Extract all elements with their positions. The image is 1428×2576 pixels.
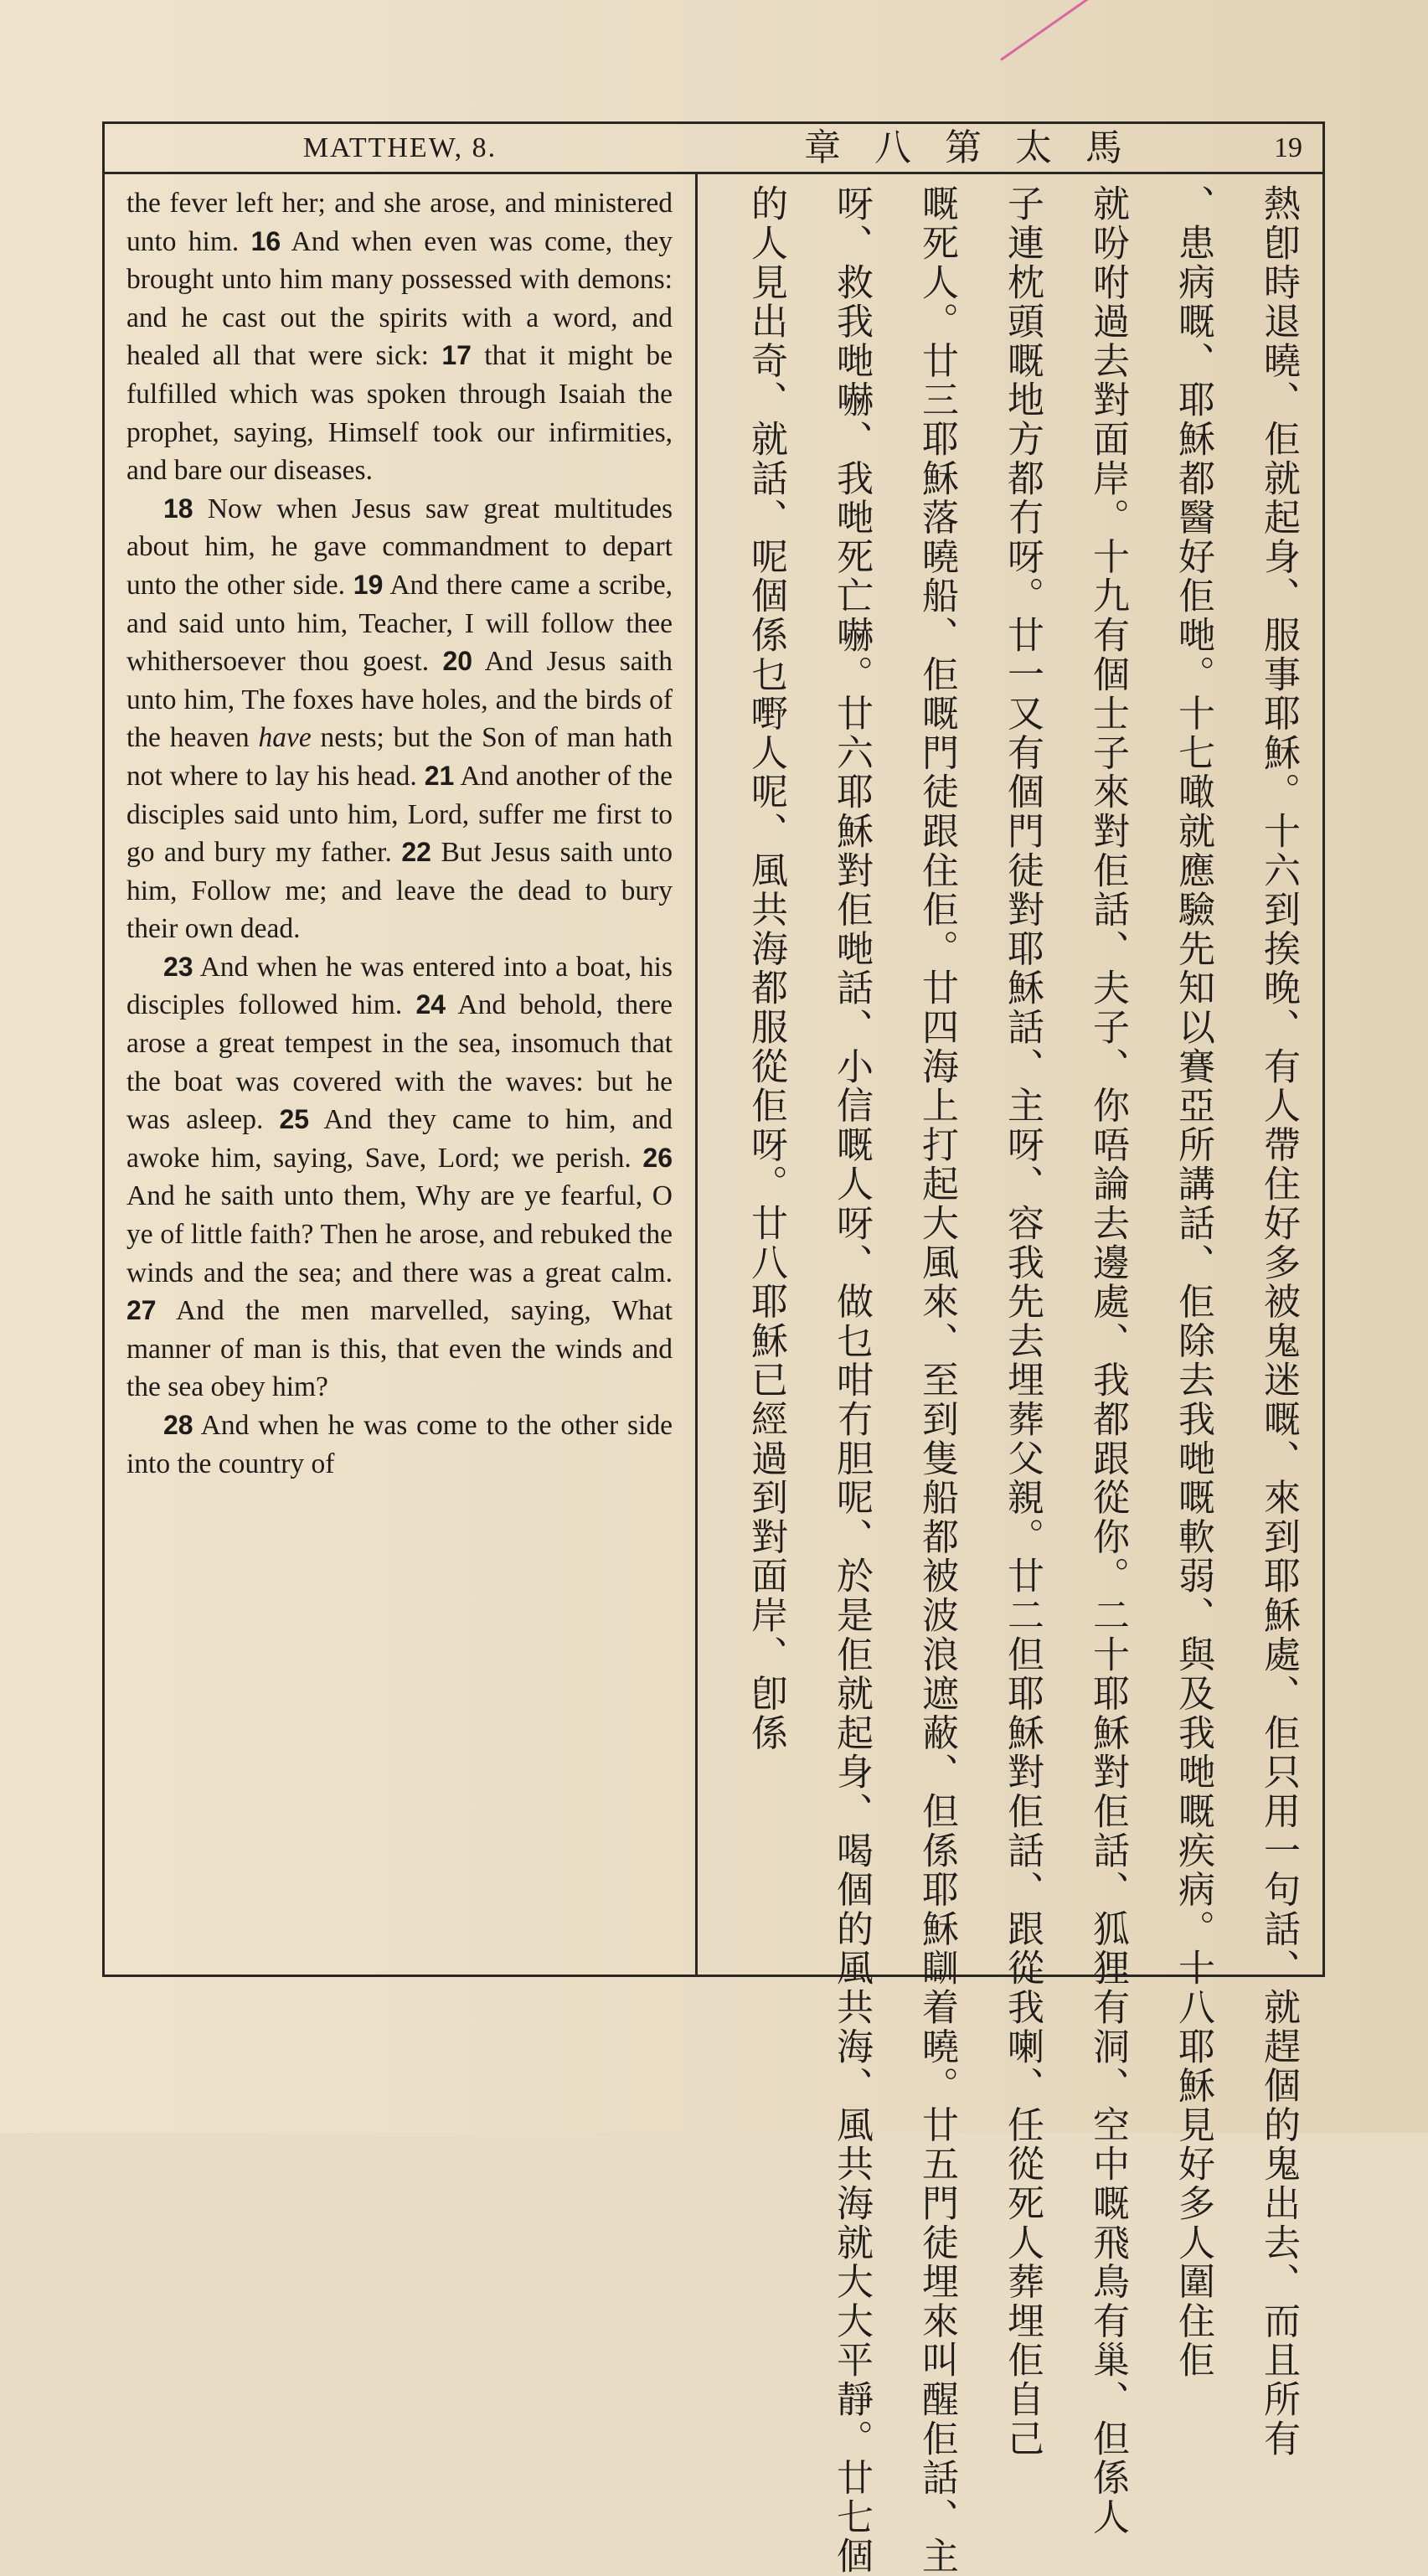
- chinese-vertical-line: 呀、救我哋嚇、我哋死亡嚇。廿六耶穌對佢哋話、小信嘅人呀、做乜咁冇胆呢、於是佢就起身、喝個的風共海、風共海就大大平靜。廿七個: [830, 184, 873, 2576]
- page-frame: [102, 121, 1325, 2576]
- page-number: 19: [1274, 132, 1302, 163]
- italic-word: have: [258, 722, 312, 754]
- chinese-vertical-line: 嘅死人。廿三耶穌落曉船、佢嘅門徒跟住佢。廿四海上打起大風來、至到隻船都被波浪遮蔽、但係耶穌瞓着曉。廿五門徒埋來叫醒佢話、主: [915, 184, 958, 2576]
- english-paragraph: [126, 948, 673, 1407]
- chinese-vertical-line: 的人見出奇、就話、呢個係乜嘢人呢、風共海都服從佢呀。廿八耶穌已經過到對面岸、卽係: [745, 184, 787, 1753]
- verse-text: And Jesus saith unto him, The foxes have holes, and the birds of the heaven: [126, 646, 673, 754]
- verse-number: 28: [163, 1410, 193, 1440]
- chinese-vertical-line: 就吩咐過去對面岸。十九有個士子來對佢話、夫子、你唔論去邊處、我都跟從你。二十耶穌對佢話、狐狸有洞、空中嘅飛鳥有巢、但係人: [1086, 184, 1129, 2537]
- chinese-text-column: [712, 184, 1311, 2576]
- verse-number: 18: [163, 493, 193, 524]
- verse-number: 26: [642, 1142, 673, 1173]
- verse-text: that it might be fulfilled which was spoken through Isaiah the prophet, saying, Himself took our infirmities, and bare our diseases.: [126, 340, 673, 487]
- verse-text: And they came to him, and awoke him, saying, Save, Lord; we perish.: [126, 1104, 673, 1174]
- verse-number: 23: [163, 951, 193, 982]
- column-divider: [695, 174, 698, 1977]
- verse-text: Now when Jesus saw great multitudes about him, he gave commandment to depart unto the other side.: [126, 493, 673, 601]
- chinese-vertical-line: 子連枕頭嘅地方都冇呀。廿一又有個門徒對耶穌話、主呀、容我先去埋葬父親。廿二但耶穌對佢話、跟從我喇、任從死人葬埋佢自己: [1001, 184, 1044, 2459]
- english-text-column: [126, 184, 673, 1483]
- verse-text: And when he was entered into a boat, his disciples followed him.: [126, 951, 673, 1021]
- header-book-chapter: MATTHEW, 8.: [302, 132, 497, 163]
- verse-number: 27: [126, 1295, 157, 1326]
- verse-text: And the men marvelled, saying, What manner of man is this, that even the winds and the sea obey him?: [126, 1295, 673, 1403]
- verse-text: the fever left her; and she arose, and ministered unto him.: [126, 188, 673, 257]
- english-paragraph: [126, 184, 673, 490]
- chinese-vertical-line: 患病嘅、耶穌都醫好佢哋。十七噉就應驗先知以賽亞所講話、佢除去我哋嘅軟弱、與及我哋嘅疾病。十八耶穌見好多人圍住佢、: [1172, 184, 1214, 2380]
- english-paragraph: [126, 1407, 673, 1483]
- verse-number: 24: [415, 989, 446, 1020]
- chinese-vertical-line: 熱卽時退曉、佢就起身、服事耶穌。十六到挨晚、有人帶住好多被鬼迷嘅、來到耶穌處、佢只用一句話、就趕個的鬼出去、而且所有: [1257, 184, 1300, 2459]
- verse-text: And when even was come, they brought unto him many possessed with demons: and he cast out the spirits with a word, and healed all that were sick:: [126, 225, 673, 372]
- verse-number: 22: [401, 837, 431, 868]
- verse-text: But Jesus saith unto him, Follow me; and leave the dead to bury their own dead.: [126, 837, 673, 945]
- verse-number: 16: [250, 225, 281, 256]
- verse-number: 19: [353, 569, 384, 600]
- verse-text: And behold, there arose a great tempest in the sea, insomuch that the boat was covered with the waves: but he was asleep.: [126, 989, 673, 1136]
- running-header: [105, 124, 1322, 174]
- pencil-mark: [1000, 0, 1118, 61]
- verse-number: 17: [441, 340, 472, 371]
- verse-text: And another of the disciples said unto him, Lord, suffer me first to go and bury my father.: [126, 760, 673, 869]
- verse-text: And when he was come to the other side into the country of: [126, 1410, 673, 1479]
- verse-number: 25: [279, 1104, 310, 1135]
- english-paragraph: [126, 490, 673, 948]
- verse-number: 21: [424, 760, 455, 791]
- verse-text: nests; but the Son of man hath not where to lay his head.: [126, 722, 673, 792]
- verse-text: And he saith unto them, Why are ye fearful, O ye of little faith? Then he arose, and rebuked the winds and the sea; and there was a great calm.: [126, 1180, 673, 1288]
- header-chinese-title: 章八第太馬: [804, 126, 1156, 169]
- verse-text: And there came a scribe, and said unto him, Teacher, I will follow thee whithersoever thou goest.: [126, 569, 673, 678]
- verse-number: 20: [442, 646, 473, 677]
